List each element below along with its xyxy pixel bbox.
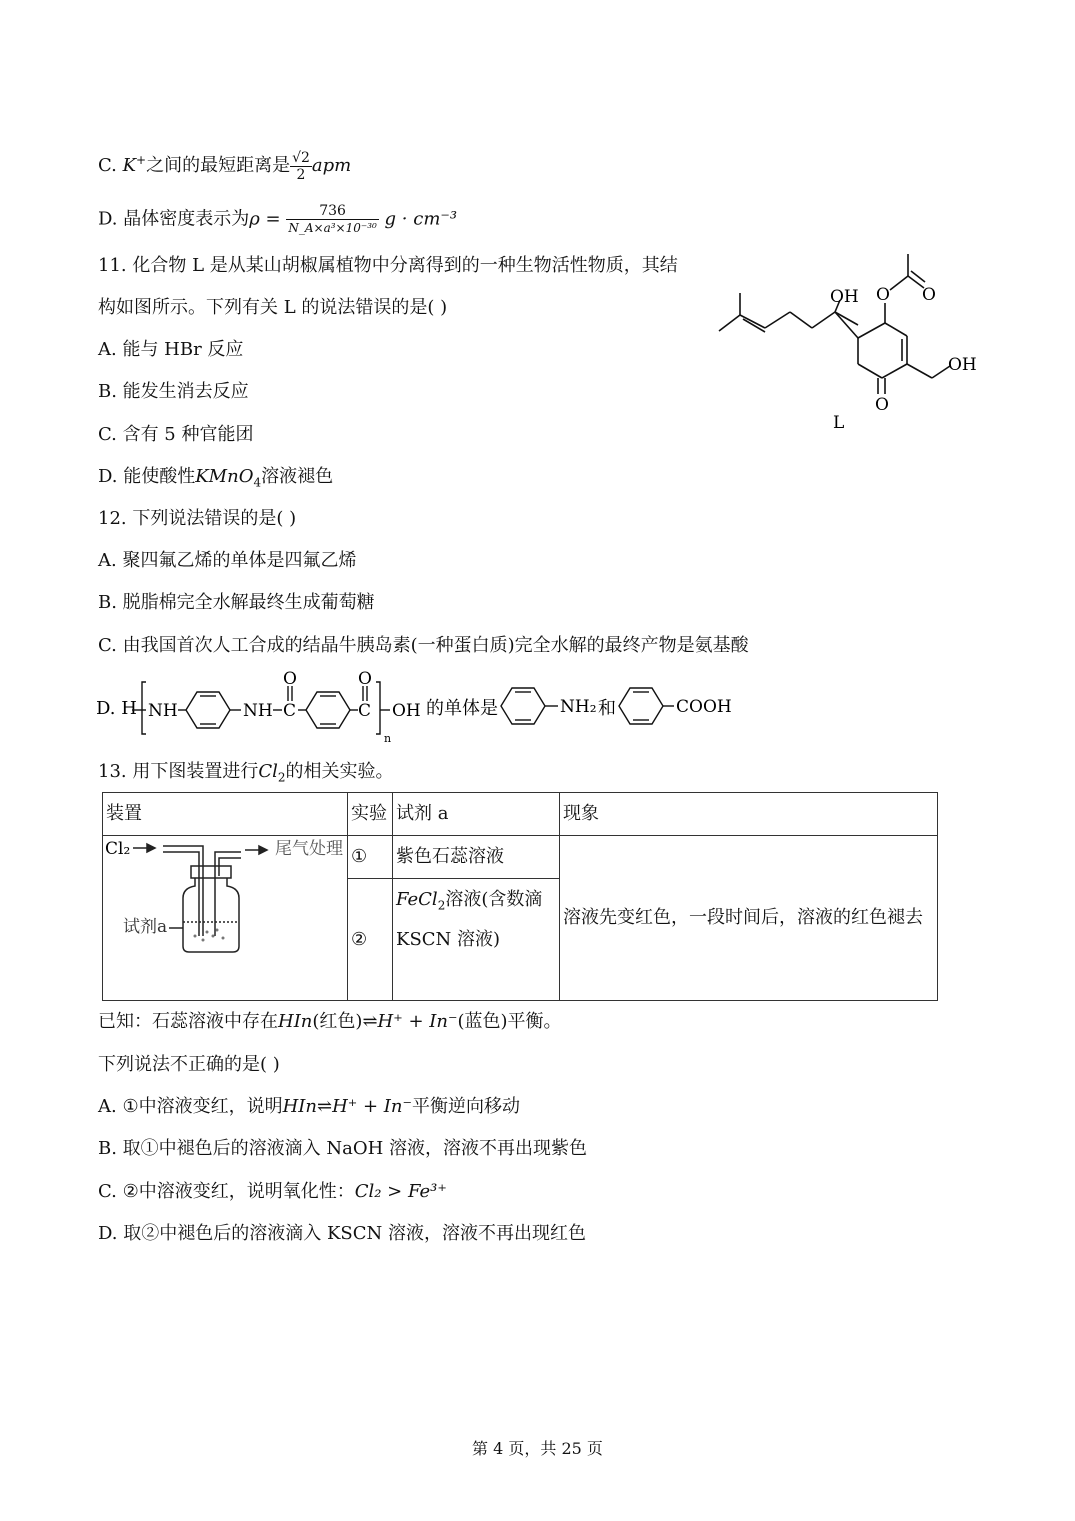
q13-known: [98, 1010, 562, 1034]
apparatus-tail-gas-label: 尾气处理: [275, 839, 343, 859]
header-reagent: 试剂 a: [393, 793, 560, 836]
q12-optd-nh2-group: NH₂: [560, 697, 597, 717]
page-footer: 第 4 页，共 25 页: [472, 1439, 603, 1458]
q13-stem-formula: Cl: [258, 761, 278, 782]
q10-optc-unit: apm: [311, 155, 352, 176]
row2-experiment: ②: [348, 879, 393, 1001]
q12-optd-o-1: O: [283, 669, 297, 689]
q12-option-d-polymer: [96, 668, 746, 748]
phenomenon-cell: 溶液先变红色，一段时间后，溶液的红色褪去: [560, 836, 938, 1001]
apparatus-cl2-label: Cl₂: [105, 839, 131, 859]
q12-optd-nh-1: NH: [148, 701, 178, 721]
q12-optd-prefix: D. H: [96, 698, 137, 719]
q10-optc-charge: +: [136, 153, 147, 167]
apparatus-reagent-label: 试剂a: [123, 917, 168, 937]
row2-reagent-post: 溶液(含数滴 KSCN 溶液): [396, 889, 543, 950]
q10-optd-den: N_A×a³×10⁻³⁰: [288, 221, 377, 235]
q13-option-d: D. 取②中褪色后的溶液滴入 KSCN 溶液，溶液不再出现红色: [98, 1223, 586, 1244]
q11-optd-sub: 4: [253, 475, 262, 490]
q13-known-mid: (红色)⇌: [312, 1011, 378, 1032]
q13-stem: [98, 760, 394, 790]
q12-optd-and: 和: [598, 698, 616, 719]
q10-optd-num: 736: [286, 203, 378, 220]
q12-optd-n: n: [384, 732, 392, 745]
gas-washing-bottle-diagram: [103, 836, 347, 1000]
q13-optc-eq: Cl₂ > Fe³⁺: [354, 1181, 447, 1202]
compound-l-structure: [710, 248, 1010, 438]
q11-optd-pre: D. 能使酸性: [98, 466, 196, 487]
q10-optd-prefix: D. 晶体密度表示为: [98, 208, 250, 230]
q10-option-c: [98, 148, 351, 183]
row1-reagent: 紫色石蕊溶液: [393, 836, 560, 879]
q10-optc-ion: K: [122, 155, 137, 176]
q11-option-b: B. 能发生消去反应: [98, 381, 249, 402]
q12-optd-oh: OH: [392, 701, 421, 721]
q13-ask: 下列说法不正确的是( ): [98, 1054, 280, 1075]
header-phenomenon: 现象: [560, 793, 938, 836]
q10-optd-unit: g · cm⁻³: [384, 208, 458, 230]
header-experiment: 实验: [348, 793, 393, 836]
q12-optd-mid: 的单体是: [426, 698, 498, 719]
q10-option-d: [98, 203, 457, 236]
q11-option-d: [98, 465, 333, 495]
structure-o-label-3: O: [875, 395, 889, 415]
row2-reagent-formula: FeCl: [396, 889, 438, 910]
row2-reagent: [393, 879, 560, 1001]
q12-option-a: A. 聚四氟乙烯的单体是四氟乙烯: [98, 550, 357, 571]
q10-optc-text: 之间的最短距离是: [146, 155, 291, 176]
q12-optd-nh-2: NH: [243, 701, 273, 721]
q10-optc-prefix: C.: [98, 155, 123, 176]
q10-optc-fraction: [290, 150, 312, 183]
q13-known-pre: 已知：石蕊溶液中存在: [98, 1011, 278, 1032]
table-row: [103, 836, 938, 879]
q10-optd-rho: ρ =: [249, 208, 287, 230]
structure-oh-label-1: OH: [830, 287, 859, 307]
q12-option-c: C. 由我国首次人工合成的结晶牛胰岛素(一种蛋白质)完全水解的最终产物是氨基酸: [98, 635, 749, 656]
q12-optd-c-1: C: [283, 701, 297, 721]
q13-opta-eq: HIn⇌H⁺ + In⁻: [282, 1096, 413, 1117]
q13-experiment-table: [102, 792, 938, 1001]
q13-option-b: B. 取①中褪色后的溶液滴入 NaOH 溶液，溶液不再出现紫色: [98, 1138, 588, 1159]
q11-option-c: C. 含有 5 种官能团: [98, 424, 254, 445]
q13-opta-post: 平衡逆向移动: [412, 1096, 521, 1117]
q13-opta-pre: A. ①中溶液变红，说明: [98, 1096, 283, 1117]
q11-option-a: A. 能与 HBr 反应: [98, 339, 244, 360]
q10-optd-fraction: [286, 203, 378, 236]
structure-o-label-2: O: [922, 285, 936, 305]
structure-compound-label: L: [833, 413, 845, 433]
q12-stem: 12. 下列说法错误的是( ): [98, 508, 297, 529]
header-apparatus: 装置: [103, 793, 348, 836]
apparatus-cell: [103, 836, 348, 1001]
q13-stem-sub: 2: [277, 770, 286, 785]
row2-reagent-sub: 2: [437, 898, 446, 913]
q13-stem-post: 的相关实验。: [285, 761, 394, 782]
q13-known-post: (蓝色)平衡。: [457, 1011, 562, 1032]
q13-optc-pre: C. ②中溶液变红，说明氧化性：: [98, 1181, 355, 1202]
q11-optd-formula: KMnO: [195, 466, 254, 487]
structure-o-label-1: O: [876, 285, 890, 305]
q11-optd-post: 溶液褪色: [261, 466, 334, 487]
structure-oh-label-2: OH: [948, 355, 977, 375]
q12-option-b: B. 脱脂棉完全水解最终生成葡萄糖: [98, 592, 375, 613]
q13-known-eq2: H⁺ + In⁻: [377, 1011, 458, 1032]
q10-optc-den: 2: [296, 166, 306, 183]
q11-stem-line1: 11. 化合物 L 是从某山胡椒属植物中分离得到的一种生物活性物质，其结: [98, 255, 678, 276]
q12-optd-o-2: O: [358, 669, 372, 689]
row1-experiment: ①: [348, 836, 393, 879]
q11-stem-line2: 构如图所示。下列有关 L 的说法错误的是( ): [98, 297, 448, 318]
q13-stem-pre: 13. 用下图装置进行: [98, 761, 259, 782]
q12-optd-c-2: C: [358, 701, 372, 721]
q13-option-a: [98, 1095, 520, 1119]
q10-optc-num: √2: [292, 149, 310, 166]
q13-known-eq1: HIn: [278, 1011, 313, 1032]
q13-option-c: [98, 1180, 447, 1204]
table-header-row: [103, 793, 938, 836]
q12-optd-cooh: COOH: [676, 697, 732, 717]
